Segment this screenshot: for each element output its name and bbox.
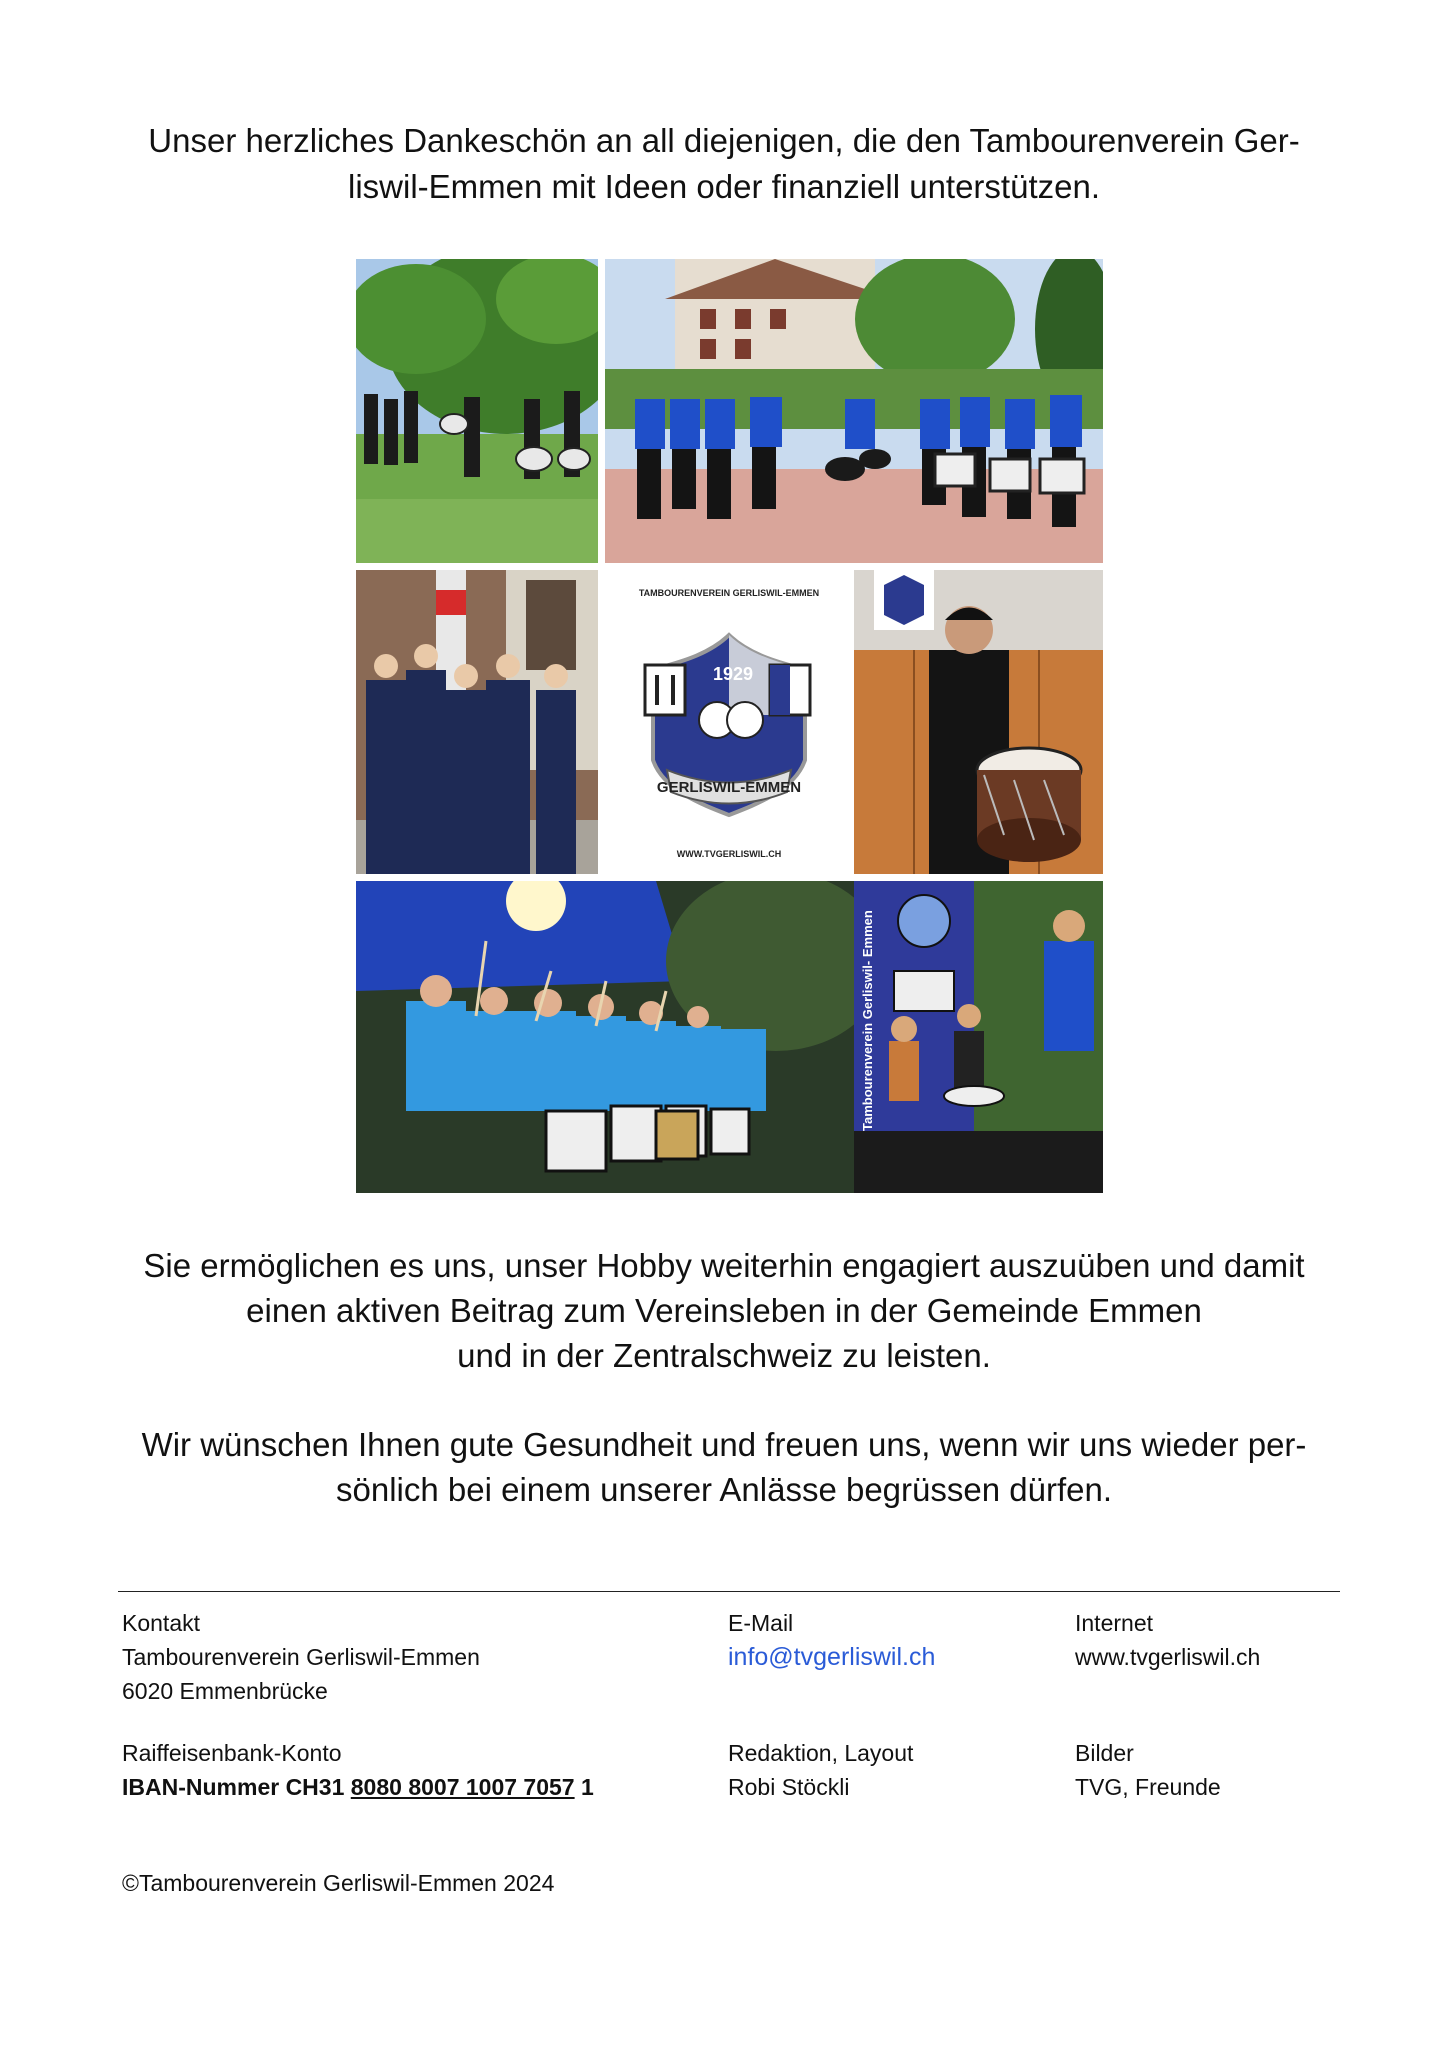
editor-name: Robi Stöckli (728, 1774, 850, 1800)
internet-link[interactable]: www.tvgerliswil.ch (1075, 1644, 1261, 1670)
iban-line (122, 1770, 594, 1804)
pictures-label: Bilder (1075, 1740, 1134, 1766)
footer-contact (122, 1606, 480, 1708)
closing-line-2: sönlich bei einem unserer Anlässe begrüssen dürfen. (336, 1471, 1112, 1508)
contact-name: Tambourenverein Gerliswil-Emmen (122, 1644, 480, 1670)
photo-drumline-at-sunset (356, 881, 854, 1193)
intro-line-1: Unser herzliches Dankeschön an all diejenigen, die den Tambourenverein Ger- (148, 122, 1300, 159)
intro-text (120, 118, 1328, 210)
copyright-text: ©Tambourenverein Gerliswil-Emmen 2024 (122, 1870, 555, 1896)
logo-name: GERLISWIL-EMMEN (656, 779, 802, 796)
photo-kids-with-banner (854, 881, 1103, 1193)
closing-line-1: Wir wünschen Ihnen gute Gesundheit und freuen uns, wenn wir uns wieder per- (141, 1426, 1307, 1463)
photo-drummers-blue-shirts (605, 259, 1103, 563)
support-line-3: und in der Zentralschweiz zu leisten. (457, 1337, 991, 1374)
photo-collage (356, 259, 1103, 1193)
pictures-credit: TVG, Freunde (1075, 1774, 1221, 1800)
closing-text (100, 1422, 1348, 1512)
logo-url: WWW.TVGERLISWIL.CH (676, 849, 782, 859)
editor-label: Redaktion, Layout (728, 1740, 914, 1766)
banner-text: Tambourenverein Gerliswil- Emmen (860, 910, 875, 1131)
iban-number-mid: 8080 8007 1007 7057 (350, 1774, 575, 1800)
club-logo-tile (605, 570, 854, 874)
photo-drummers-on-lawn (356, 259, 598, 563)
footer-divider (118, 1591, 1340, 1592)
footer-email (728, 1606, 935, 1674)
support-line-1: Sie ermöglichen es uns, unser Hobby weiterhin engagiert auszuüben und damit (143, 1247, 1305, 1284)
email-label: E-Mail (728, 1610, 794, 1636)
logo-header-text: TAMBOURENVEREIN GERLISWIL-EMMEN (638, 588, 820, 598)
email-link[interactable]: info@tvgerliswil.ch (728, 1643, 936, 1671)
footer-internet (1075, 1606, 1260, 1674)
iban-label: IBAN-Nummer CH31 (122, 1774, 351, 1800)
contact-city: 6020 Emmenbrücke (122, 1678, 328, 1704)
support-line-2: einen aktiven Beitrag zum Vereinsleben in der Gemeinde Emmen (246, 1292, 1202, 1329)
footer-editor (728, 1736, 913, 1804)
photo-drummer-with-snare (854, 570, 1103, 874)
contact-label: Kontakt (122, 1610, 200, 1636)
bank-label: Raiffeisenbank-Konto (122, 1740, 342, 1766)
footer-bank (122, 1736, 594, 1804)
support-text (100, 1243, 1348, 1378)
footer-pictures (1075, 1736, 1221, 1804)
photo-veterans-in-uniform (356, 570, 598, 874)
internet-label: Internet (1075, 1610, 1153, 1636)
intro-line-2: liswil-Emmen mit Ideen oder finanziell unterstützen. (348, 168, 1100, 205)
logo-year: 1929 (712, 664, 754, 684)
iban-number-end: 1 (574, 1774, 594, 1800)
